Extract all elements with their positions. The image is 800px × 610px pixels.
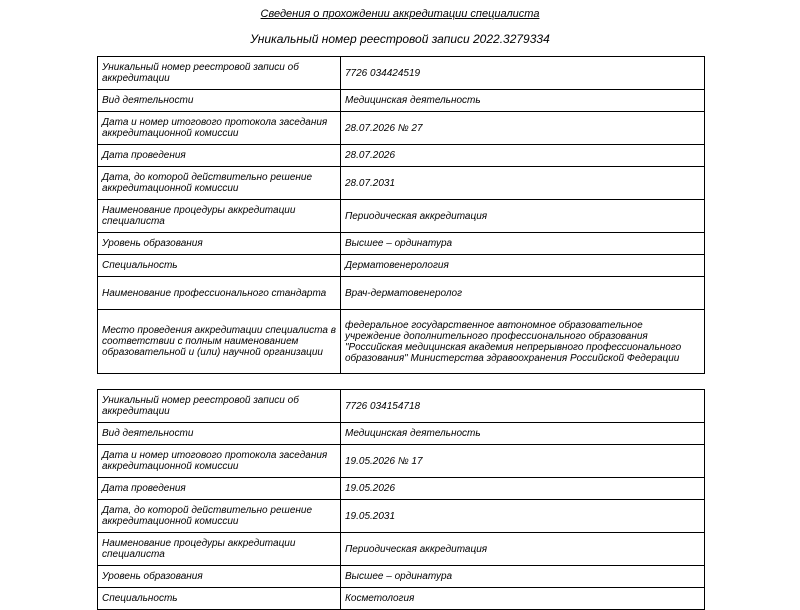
table-row xyxy=(98,533,705,566)
field-label-protocol: Дата и номер итогового протокола заседания аккредитационной комиссии xyxy=(98,445,341,478)
field-value-accreditation-place: федеральное государственное автономное образовательное учреждение дополнительного профессионального образования "Российская медицинская академия непрерывного профессионального образования" Министерства здравоохранения Российской Федерации xyxy=(341,310,705,374)
table-row xyxy=(98,167,705,200)
field-label-education-level: Уровень образования xyxy=(98,233,341,255)
accreditation-record-table xyxy=(97,389,705,610)
field-label-specialty: Специальность xyxy=(98,588,341,610)
registry-record-number-heading: Уникальный номер реестровой записи 2022.3279334 xyxy=(250,32,550,46)
field-value-registry-number: 7726 034154718 xyxy=(341,390,705,423)
field-value-education-level: Высшее – ординатура xyxy=(341,566,705,588)
table-row xyxy=(98,233,705,255)
table-row xyxy=(98,500,705,533)
accreditation-record-table xyxy=(97,56,705,374)
field-value-activity-type: Медицинская деятельность xyxy=(341,423,705,445)
table-row xyxy=(98,445,705,478)
table-row xyxy=(98,390,705,423)
field-label-registry-number: Уникальный номер реестровой записи об аккредитации xyxy=(98,390,341,423)
table-row xyxy=(98,145,705,167)
field-value-protocol: 28.07.2026 № 27 xyxy=(341,112,705,145)
field-label-protocol: Дата и номер итогового протокола заседания аккредитационной комиссии xyxy=(98,112,341,145)
field-label-procedure: Наименование процедуры аккредитации специалиста xyxy=(98,533,341,566)
field-label-valid-until: Дата, до которой действительно решение аккредитационной комиссии xyxy=(98,500,341,533)
field-value-protocol: 19.05.2026 № 17 xyxy=(341,445,705,478)
table-row xyxy=(98,566,705,588)
field-value-date-held: 19.05.2026 xyxy=(341,478,705,500)
field-label-date-held: Дата проведения xyxy=(98,478,341,500)
field-value-valid-until: 28.07.2031 xyxy=(341,167,705,200)
field-value-valid-until: 19.05.2031 xyxy=(341,500,705,533)
field-label-valid-until: Дата, до которой действительно решение аккредитационной комиссии xyxy=(98,167,341,200)
field-value-activity-type: Медицинская деятельность xyxy=(341,90,705,112)
field-label-education-level: Уровень образования xyxy=(98,566,341,588)
table-row xyxy=(98,90,705,112)
field-label-accreditation-place: Место проведения аккредитации специалиста в соответствии с полным наименованием образовательной и (или) научной организации xyxy=(98,310,341,374)
field-label-date-held: Дата проведения xyxy=(98,145,341,167)
table-row xyxy=(98,478,705,500)
table-row xyxy=(98,588,705,610)
field-value-procedure: Периодическая аккредитация xyxy=(341,200,705,233)
table-row xyxy=(98,310,705,374)
field-value-registry-number: 7726 034424519 xyxy=(341,57,705,90)
table-row xyxy=(98,200,705,233)
table-row xyxy=(98,112,705,145)
table-row xyxy=(98,255,705,277)
field-value-specialty: Косметология xyxy=(341,588,705,610)
field-value-procedure: Периодическая аккредитация xyxy=(341,533,705,566)
table-row xyxy=(98,57,705,90)
field-label-professional-standard: Наименование профессионального стандарта xyxy=(98,277,341,310)
table-row xyxy=(98,423,705,445)
document-heading: Сведения о прохождении аккредитации специалиста xyxy=(260,8,540,20)
field-value-date-held: 28.07.2026 xyxy=(341,145,705,167)
field-value-professional-standard: Врач-дерматовенеролог xyxy=(341,277,705,310)
field-label-activity-type: Вид деятельности xyxy=(98,423,341,445)
field-label-activity-type: Вид деятельности xyxy=(98,90,341,112)
field-label-specialty: Специальность xyxy=(98,255,341,277)
table-row xyxy=(98,277,705,310)
field-value-education-level: Высшее – ординатура xyxy=(341,233,705,255)
field-label-procedure: Наименование процедуры аккредитации специалиста xyxy=(98,200,341,233)
field-value-specialty: Дерматовенерология xyxy=(341,255,705,277)
field-label-registry-number: Уникальный номер реестровой записи об аккредитации xyxy=(98,57,341,90)
